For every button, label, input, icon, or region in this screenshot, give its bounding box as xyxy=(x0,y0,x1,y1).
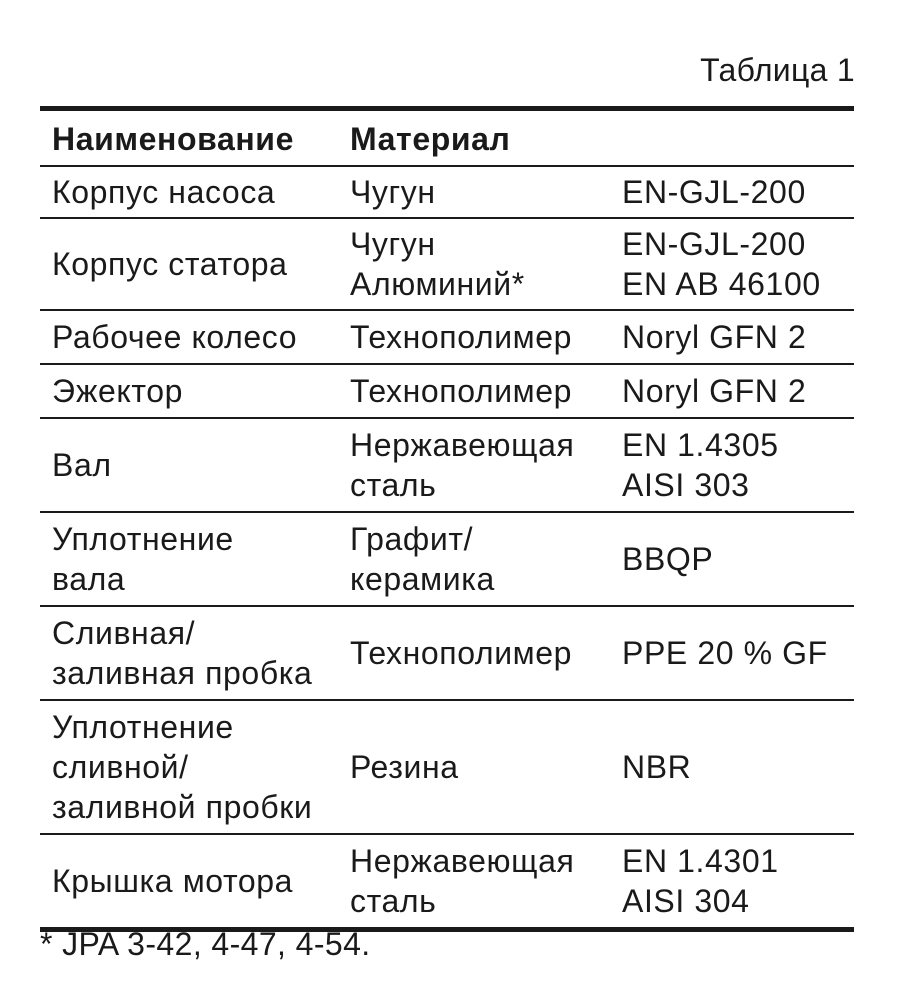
cell-line: Графит/ xyxy=(350,521,474,557)
cell-line: Нержавеющая xyxy=(350,427,575,463)
table-row xyxy=(40,364,854,418)
cell-line: Чугун xyxy=(350,226,436,262)
cell-material xyxy=(338,166,610,218)
cell-material xyxy=(338,606,610,700)
cell-line: EN AB 46100 xyxy=(622,266,821,302)
cell-line: Крышка мотора xyxy=(52,863,294,899)
cell-line: Уплотнение xyxy=(52,521,234,557)
table-row xyxy=(40,700,854,834)
cell-line: Алюминий* xyxy=(350,266,525,302)
cell-line: EN 1.4305 xyxy=(622,427,779,463)
cell-material xyxy=(338,700,610,834)
cell-material xyxy=(338,364,610,418)
cell-line: Технополимер xyxy=(350,319,573,355)
cell-line: EN-GJL-200 xyxy=(622,174,806,210)
table-row xyxy=(40,512,854,606)
cell-line: Корпус насоса xyxy=(52,174,276,210)
cell-line: Технополимер xyxy=(350,635,573,671)
cell-line: Чугун xyxy=(350,174,436,210)
header-material: Материал xyxy=(350,121,511,157)
cell-line: Корпус статора xyxy=(52,246,288,282)
cell-grade xyxy=(610,166,854,218)
cell-name xyxy=(40,700,338,834)
cell-line: Эжектор xyxy=(52,373,184,409)
cell-line: сталь xyxy=(350,883,437,919)
cell-name xyxy=(40,310,338,364)
cell-line: вала xyxy=(52,561,126,597)
cell-material xyxy=(338,834,610,930)
cell-line: Рабочее колесо xyxy=(52,319,298,355)
table-footnote: * JPA 3-42, 4-47, 4-54. xyxy=(40,926,371,962)
cell-name xyxy=(40,606,338,700)
cell-line: Noryl GFN 2 xyxy=(622,373,807,409)
header-grade xyxy=(610,109,854,167)
cell-line: Уплотнение xyxy=(52,709,234,745)
cell-name xyxy=(40,512,338,606)
header-name: Наименование xyxy=(52,121,294,157)
cell-material xyxy=(338,310,610,364)
cell-material xyxy=(338,512,610,606)
cell-grade xyxy=(610,218,854,310)
cell-grade xyxy=(610,606,854,700)
table-row xyxy=(40,606,854,700)
cell-line: Нержавеющая xyxy=(350,843,575,879)
cell-line: керамика xyxy=(350,561,495,597)
table-header-row xyxy=(40,109,854,167)
cell-material xyxy=(338,218,610,310)
cell-line: заливная пробка xyxy=(52,655,313,691)
cell-name xyxy=(40,166,338,218)
table-row xyxy=(40,834,854,930)
cell-name xyxy=(40,218,338,310)
cell-line: сливной/ xyxy=(52,749,189,785)
cell-name xyxy=(40,418,338,512)
cell-grade xyxy=(610,418,854,512)
cell-line: Вал xyxy=(52,447,112,483)
cell-material xyxy=(338,418,610,512)
cell-line: AISI 304 xyxy=(622,883,750,919)
table-caption: Таблица 1 xyxy=(700,52,855,88)
cell-line: AISI 303 xyxy=(622,467,750,503)
cell-line: Noryl GFN 2 xyxy=(622,319,807,355)
cell-line: заливной пробки xyxy=(52,789,313,825)
cell-line: EN 1.4301 xyxy=(622,843,779,879)
table-row xyxy=(40,310,854,364)
cell-grade xyxy=(610,364,854,418)
cell-line: PPE 20 % GF xyxy=(622,635,828,671)
cell-line: NBR xyxy=(622,749,692,785)
cell-line: Резина xyxy=(350,749,459,785)
table-row xyxy=(40,166,854,218)
cell-line: Сливная/ xyxy=(52,615,196,651)
cell-grade xyxy=(610,834,854,930)
table-row xyxy=(40,218,854,310)
cell-grade xyxy=(610,700,854,834)
table-row xyxy=(40,418,854,512)
cell-name xyxy=(40,834,338,930)
cell-line: сталь xyxy=(350,467,437,503)
cell-grade xyxy=(610,512,854,606)
cell-line: EN-GJL-200 xyxy=(622,226,806,262)
materials-table xyxy=(40,106,854,932)
cell-name xyxy=(40,364,338,418)
cell-line: BBQP xyxy=(622,541,714,577)
cell-line: Технополимер xyxy=(350,373,573,409)
cell-grade xyxy=(610,310,854,364)
